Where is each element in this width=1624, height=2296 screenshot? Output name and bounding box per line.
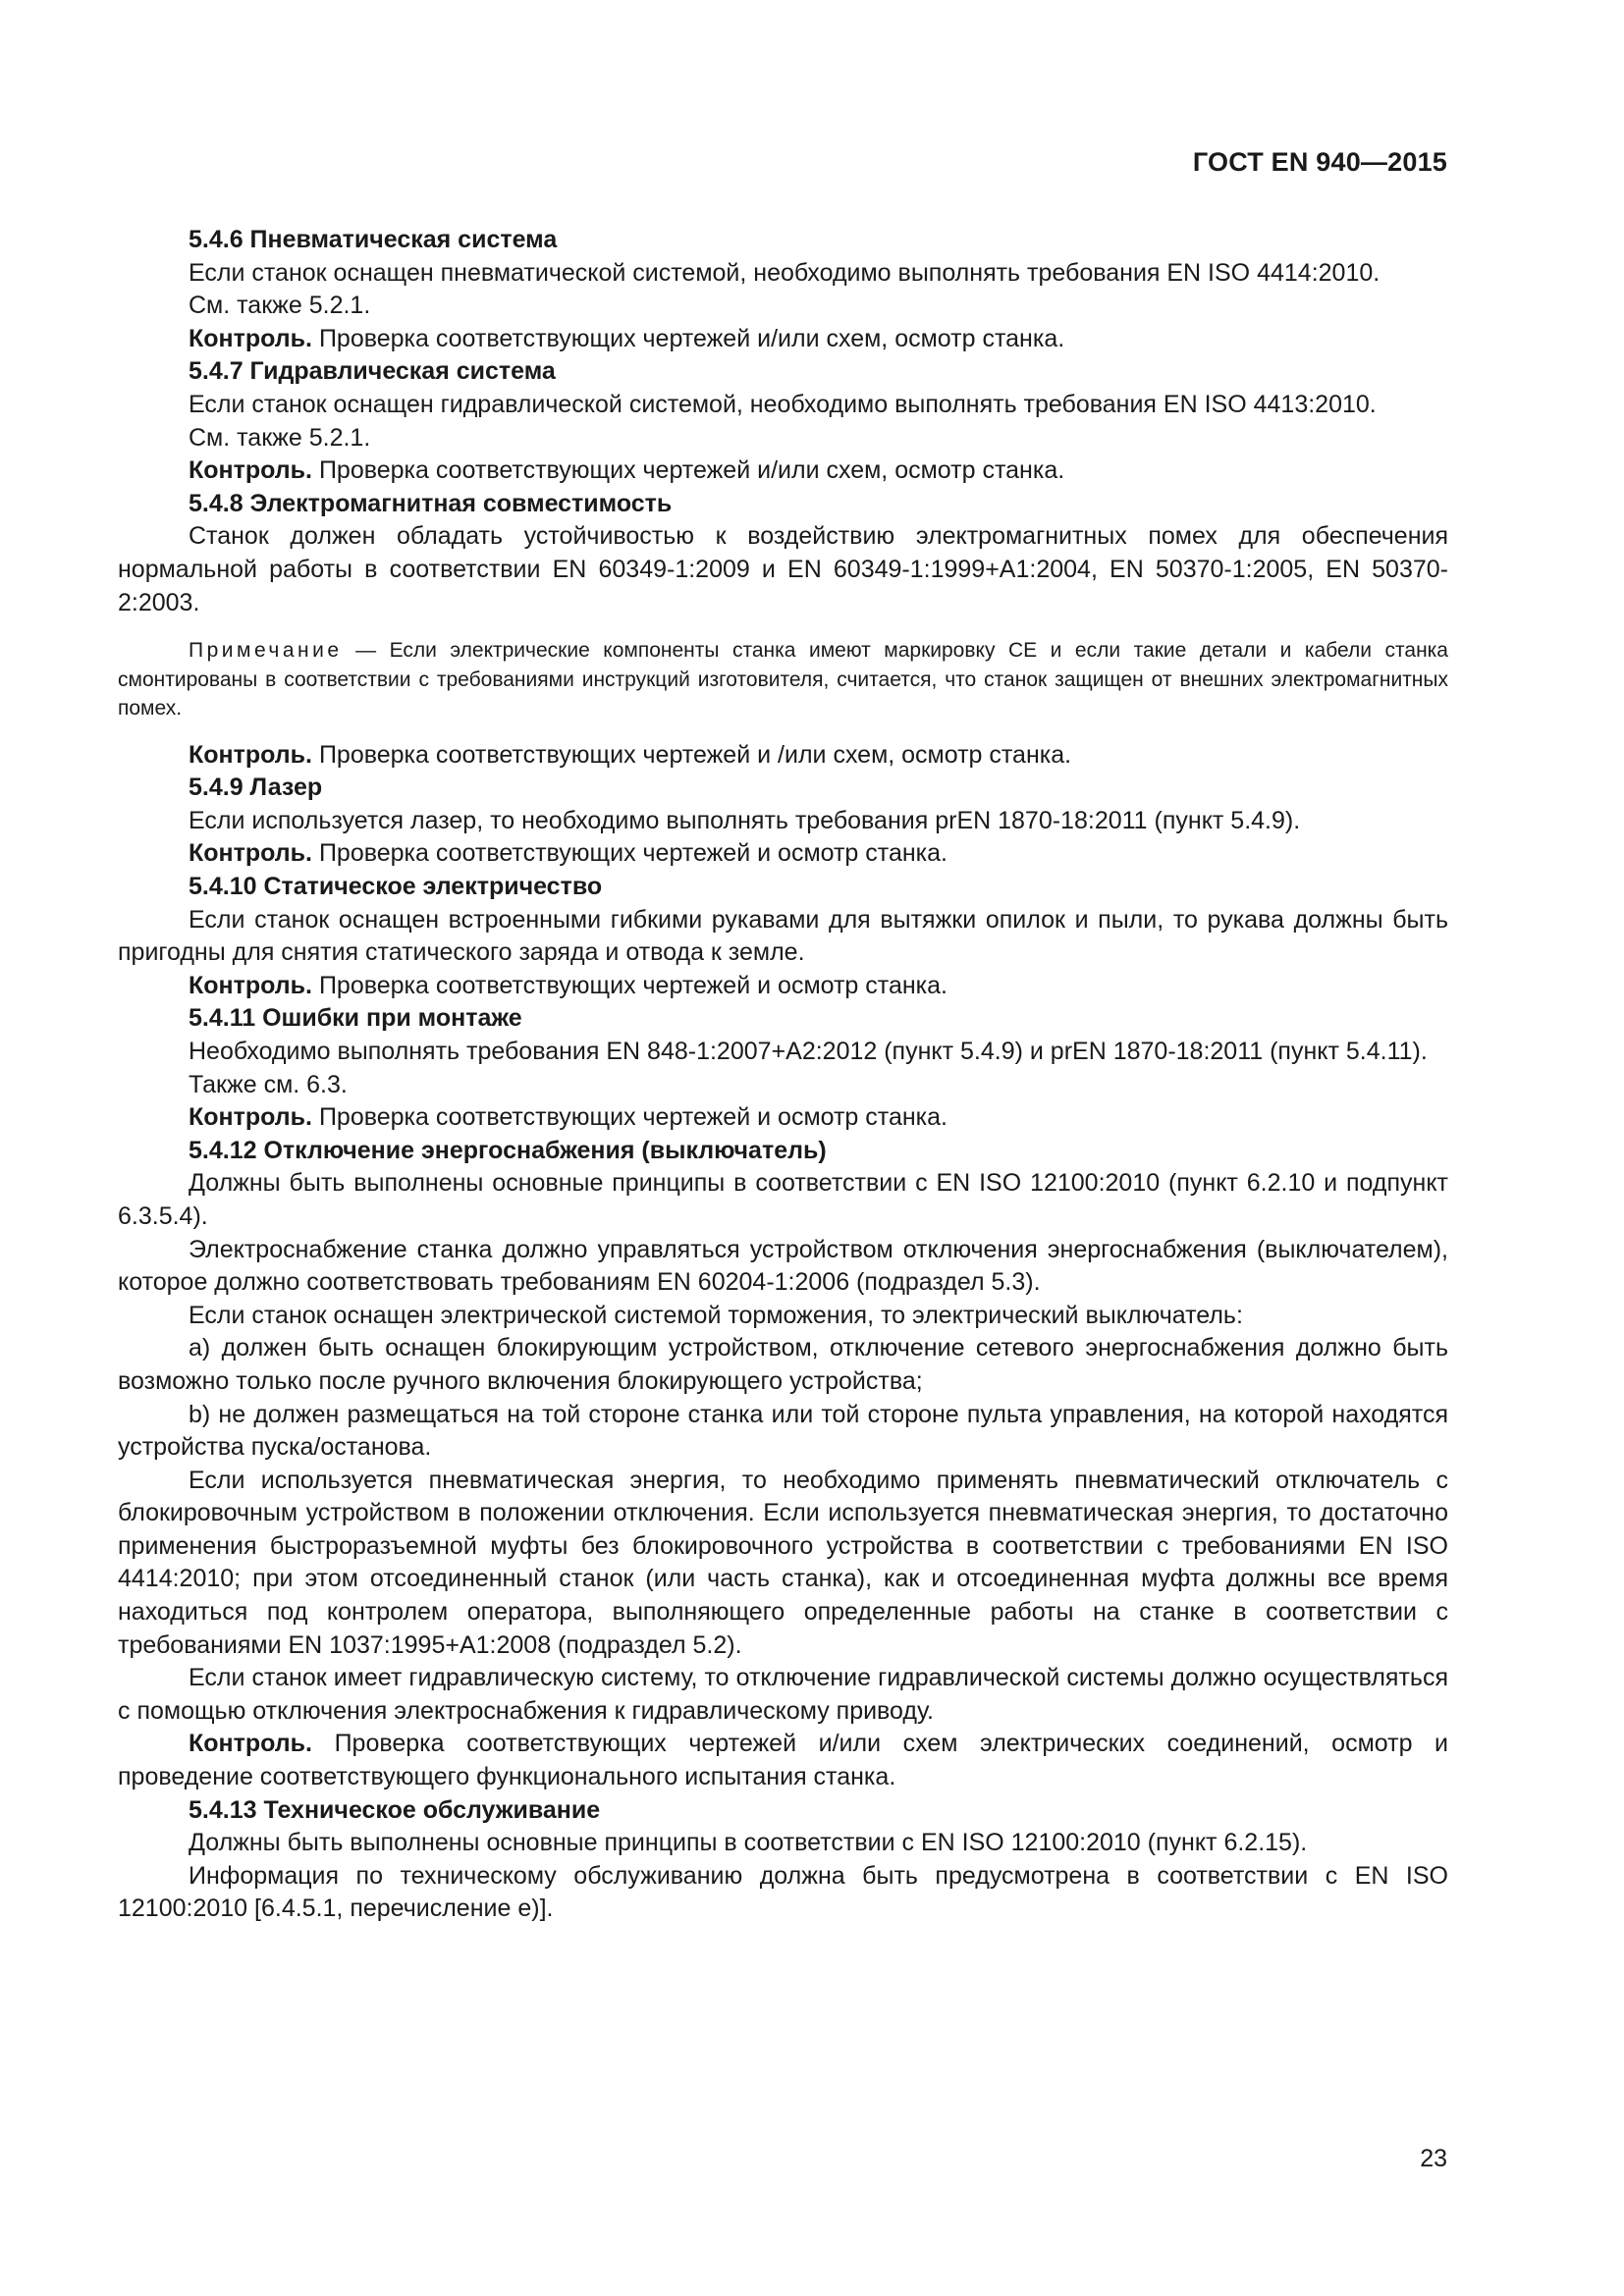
body-paragraph: Если станок оснащен электрической системой торможения, то электрический выключатель: [189, 1301, 1243, 1329]
body-paragraph: Также см. 6.3. [189, 1070, 348, 1098]
control-text: Проверка соответствующих чертежей и/или схем электрических соединений, осмотр и проведение соответствующего функционального испытания станка. [118, 1730, 1448, 1791]
page-number: 23 [1420, 2145, 1447, 2172]
body-paragraph: См. также 5.2.1. [189, 423, 371, 452]
control-label: Контроль. [189, 456, 312, 485]
control-paragraph [118, 970, 1448, 1003]
control-label: Контроль. [189, 1730, 312, 1758]
body-paragraph: Если станок оснащен встроенными гибкими рукавами для вытяжки опилок и пыли, то рукава должны быть пригодны для снятия статического заряда и отвода к земле. [118, 905, 1448, 967]
body-paragraph: a) должен быть оснащен блокирующим устройством, отключение сетевого энергоснабжения должно быть возможно только после ручного включения блокирующего устройства; [118, 1334, 1448, 1395]
control-text: Проверка соответствующих чертежей и /или схем, осмотр станка. [312, 740, 1072, 769]
body-paragraph: Должны быть выполнены основные принципы в соответствии с EN ISO 12100:2010 (пункт 6.2.15). [189, 1829, 1308, 1857]
control-text: Проверка соответствующих чертежей и осмотр станка. [312, 839, 947, 868]
section-heading: 5.4.8 Электромагнитная совместимость [189, 489, 673, 517]
control-text: Проверка соответствующих чертежей и осмотр станка. [312, 1103, 947, 1132]
section-heading: 5.4.13 Техническое обслуживание [189, 1795, 601, 1824]
note-label: Примечание [189, 639, 343, 663]
control-label: Контроль. [189, 971, 312, 999]
control-paragraph [118, 1728, 1448, 1793]
body-paragraph: Если станок оснащен пневматической системой, необходимо выполнять требования EN ISO 4414:2010. [189, 258, 1380, 287]
section-heading: 5.4.9 Лазер [189, 774, 323, 802]
body-paragraph: Если станок оснащен гидравлической системой, необходимо выполнять требования EN ISO 4413:2010. [189, 390, 1377, 418]
note-text: — Если электрические компоненты станка имеют маркировку CE и если такие детали и кабели станка смонтированы в соответствии с требованиями инструкций изготовителя, считается, что станок защищен от внешних электромагнитных помех. [118, 639, 1448, 721]
control-label: Контроль. [189, 839, 312, 868]
control-label: Контроль. [189, 324, 312, 352]
section-heading: 5.4.10 Статическое электричество [189, 873, 603, 900]
document-body [118, 224, 1448, 1926]
body-paragraph: Должны быть выполнены основные принципы в соответствии с EN ISO 12100:2010 (пункт 6.2.10 и подпункт 6.3.5.4). [118, 1169, 1448, 1230]
body-paragraph: Электроснабжение станка должно управляться устройством отключения энергоснабжения (выключателем), которое должно соответствовать требованиям EN 60204-1:2006 (подраздел 5.3). [118, 1235, 1448, 1297]
control-label: Контроль. [189, 1103, 312, 1132]
control-text: Проверка соответствующих чертежей и/или схем, осмотр станка. [312, 324, 1065, 352]
body-paragraph: Если используется пневматическая энергия, то необходимо применять пневматический отключатель с блокировочным устройством в положении отключения. Если используется пневматическая энергия, то достаточно применения быстроразъемной муфты без блокировочного устройства в соответствии с требованиями EN ISO 4414:2010; при этом отсоединенный станок (или часть станка), как и отсоединенная муфта должны все время находиться под контролем оператора, выполняющего определенные работы на станке в соответствии с требованиями EN 1037:1995+A1:2008 (подраздел 5.2). [118, 1466, 1448, 1659]
control-paragraph [118, 739, 1448, 773]
document-code-header: ГОСТ EN 940—2015 [1192, 147, 1447, 177]
section-heading: 5.4.12 Отключение энергоснабжения (выключатель) [189, 1136, 827, 1164]
control-text: Проверка соответствующих чертежей и осмотр станка. [312, 971, 947, 999]
control-text: Проверка соответствующих чертежей и/или схем, осмотр станка. [312, 456, 1065, 485]
body-paragraph: Необходимо выполнять требования EN 848-1:2007+A2:2012 (пункт 5.4.9) и prEN 1870-18:2011 (пункт 5.4.11). [189, 1037, 1428, 1065]
control-paragraph [118, 1101, 1448, 1135]
body-paragraph: Если используется лазер, то необходимо выполнять требования prEN 1870-18:2011 (пункт 5.4.9). [189, 806, 1301, 834]
body-paragraph: b) не должен размещаться на той стороне станка или той стороне пульта управления, на которой находятся устройства пуска/останова. [118, 1400, 1448, 1462]
body-paragraph: Станок должен обладать устойчивостью к воздействию электромагнитных помех для обеспечения нормальной работы в соответствии EN 60349-1:2009 и EN 60349-1:1999+A1:2004, EN 50370-1:2005, EN 50370-2:2003. [118, 522, 1448, 616]
body-paragraph: Если станок имеет гидравлическую систему, то отключение гидравлической системы должно осуществляться с помощью отключения электроснабжения к гидравлическому приводу. [118, 1664, 1448, 1725]
note-paragraph [118, 636, 1448, 723]
control-paragraph [118, 323, 1448, 356]
body-paragraph: См. также 5.2.1. [189, 292, 371, 320]
section-heading: 5.4.7 Гидравлическая система [189, 357, 556, 386]
section-heading: 5.4.11 Ошибки при монтаже [189, 1004, 522, 1033]
control-label: Контроль. [189, 740, 312, 769]
control-paragraph [118, 837, 1448, 871]
section-heading: 5.4.6 Пневматическая система [189, 226, 558, 253]
control-paragraph [118, 454, 1448, 488]
body-paragraph: Информация по техническому обслуживанию должна быть предусмотрена в соответствии с EN ISO 12100:2010 [6.4.5.1, перечисление e)]. [118, 1861, 1448, 1923]
